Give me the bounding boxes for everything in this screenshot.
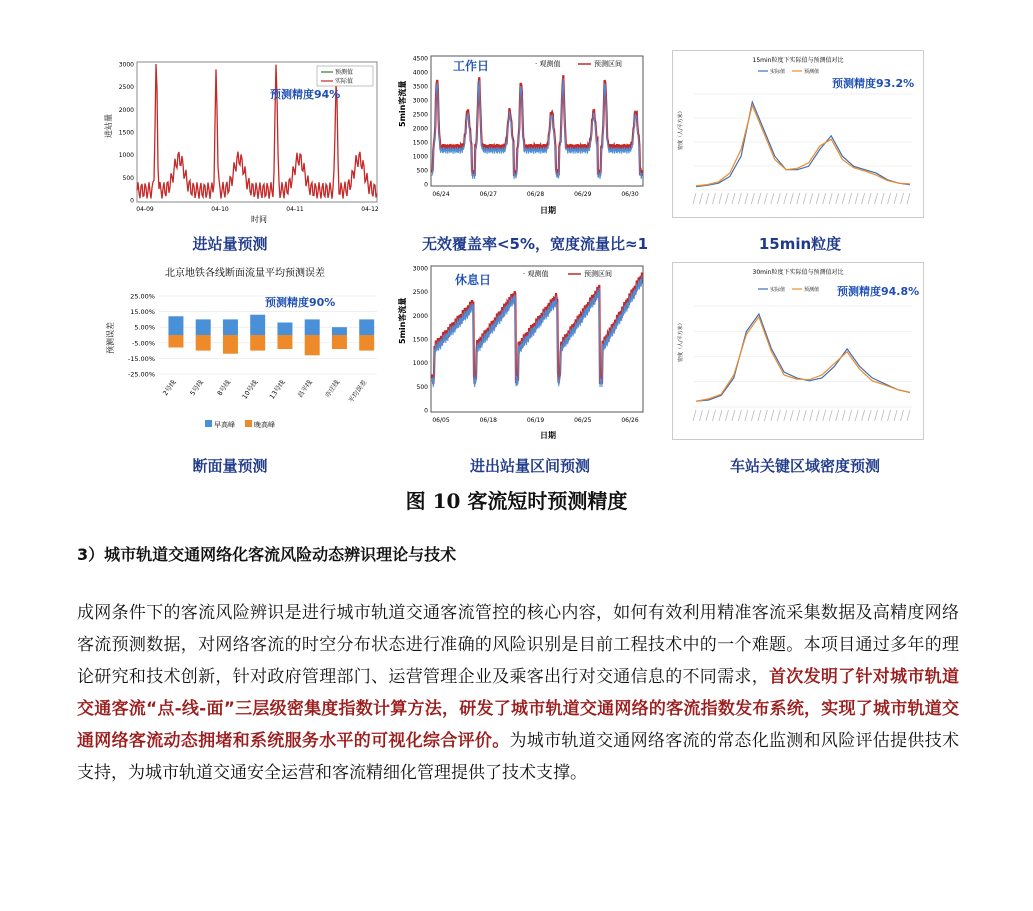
y-axis-label: 进站量 — [104, 114, 113, 138]
y-axis-label: 5min客流量 — [398, 80, 407, 127]
y-tick-label: 1000 — [412, 360, 428, 368]
chart-workday-interval — [395, 52, 650, 217]
figure-caption: 图 10 客流短时预测精度 — [405, 489, 628, 513]
x-tick-label: 06/24 — [432, 191, 450, 198]
y-tick-label: 15.00% — [130, 308, 155, 317]
x-axis-label: 时间 — [251, 215, 267, 224]
y-tick-label: 3000 — [412, 265, 428, 273]
x-tick-label: 平均误差 — [346, 378, 369, 405]
section-heading: 3）城市轨道交通网络化客流风险动态辨识理论与技术 — [77, 545, 457, 564]
series-observed — [432, 78, 642, 179]
x-tick-label: 06/05 — [432, 417, 450, 424]
x-tick-label: 06/26 — [621, 417, 639, 424]
x-axis-label: 日期 — [540, 206, 556, 215]
panel-caption: 15min粒度 — [758, 235, 842, 253]
legend-item: · 观测值 — [535, 60, 561, 68]
chart-workday-interval-svg — [395, 52, 650, 217]
panel-caption: 车站关键区域密度预测 — [729, 457, 880, 475]
y-tick-label: 0 — [424, 181, 428, 189]
legend-item: · 观测值 — [523, 270, 549, 278]
legend-swatch — [205, 420, 212, 427]
legend-item: 预测值 — [804, 287, 820, 293]
panel-caption: 进出站量区间预测 — [469, 457, 590, 475]
y-tick-label: 1500 — [118, 129, 134, 137]
panel-caption: 进站量预测 — [192, 235, 268, 253]
x-tick-label: 04-09 — [136, 206, 154, 213]
chart-entry-volume — [105, 58, 385, 228]
y-tick-label: 3000 — [118, 61, 134, 69]
accuracy-label: 预测精度94.8% — [837, 285, 920, 298]
paragraph-text: 成网条件下的客流风险辨识是进行城市轨道交通客流管控的核心内容，如何有效利用精准客流采集数据及高精度网络客流预测数据，对网络客流的时空分布状态进行准确的风险识别是目前工程技术中的一个难题。本项目通过多年的理论研究和技术创新，针对政府管理部门、运营管理企业及乘客出行对交通信息的不同需求， — [77, 603, 959, 687]
accuracy-label: 预测精度90% — [265, 296, 336, 309]
y-axis-label: 密度（人/平方米） — [678, 320, 684, 362]
y-tick-label: 0 — [130, 197, 134, 205]
x-tick-label: 04-10 — [211, 206, 229, 213]
x-tick-label: 06/28 — [526, 191, 545, 198]
x-tick-label: 04-11 — [286, 206, 304, 213]
paragraph-highlight: 首次发明了针对城市轨道交通客流“点-线-面”三层级密集度指数计算方法，研发了城市轨道交通网络的客流指数发布系统，实现了城市轨道交通网络客流动态拥堵和系统服务水平的可视化综合评价。 — [77, 667, 959, 751]
y-tick-label: 1000 — [118, 152, 134, 160]
y-tick-label: 2500 — [118, 84, 134, 92]
chart-15min-density-svg — [672, 50, 924, 218]
legend-item: 晚高峰 — [254, 421, 275, 429]
day-type-label: 休息日 — [455, 273, 492, 287]
x-tick-label: 亦庄线 — [323, 378, 342, 400]
panel-caption: 断面量预测 — [192, 457, 268, 475]
legend-item: 实际值 — [770, 287, 786, 293]
y-tick-label: 2000 — [118, 106, 134, 114]
legend-item: 预测值 — [335, 69, 354, 76]
x-tick-label: 06/18 — [479, 417, 497, 424]
y-tick-label: -25.00% — [127, 370, 155, 379]
x-tick-label: 8号线 — [215, 378, 233, 398]
y-tick-label: -15.00% — [127, 354, 155, 363]
y-tick-label: 25.00% — [130, 292, 155, 301]
y-tick-label: 5.00% — [134, 323, 155, 332]
y-tick-label: 4500 — [412, 55, 428, 63]
bar-morning-peak — [250, 315, 265, 335]
y-tick-label: 2000 — [412, 125, 428, 133]
x-tick-label: 06/30 — [621, 191, 639, 198]
x-tick-label: 06/29 — [574, 191, 592, 198]
bar-evening-peak — [305, 335, 320, 355]
y-tick-label: 3500 — [412, 83, 428, 91]
legend-item: 实际值 — [335, 78, 354, 85]
x-tick-label: 昌平线 — [296, 378, 314, 400]
bar-evening-peak — [250, 335, 265, 351]
y-axis-label: 预测误差 — [106, 322, 115, 354]
y-tick-label: 2500 — [412, 289, 428, 297]
accuracy-label: 预测精度93.2% — [832, 77, 915, 90]
legend-item: 预测区间 — [584, 270, 612, 278]
bar-evening-peak — [196, 335, 211, 351]
chart-30min-density — [672, 262, 924, 440]
bar-morning-peak — [168, 316, 183, 335]
bar-morning-peak — [332, 327, 347, 335]
chart-30min-density-svg — [672, 262, 924, 440]
y-tick-label: 500 — [416, 383, 428, 391]
chart-section-flow-error-svg — [105, 262, 385, 440]
x-tick-label: 10号线 — [240, 378, 260, 401]
y-tick-label: 1000 — [412, 153, 428, 161]
chart-title: 30min粒度下实际值与预测值对比 — [752, 269, 844, 276]
y-axis-label: 5min客流量 — [398, 297, 407, 344]
body-paragraph — [77, 597, 959, 789]
x-tick-label: 06/19 — [526, 417, 545, 424]
legend-item: 预测区间 — [594, 60, 622, 68]
x-tick-label: 04-12 — [361, 206, 379, 213]
legend-item: 预测值 — [804, 69, 820, 75]
y-tick-label: 2000 — [412, 312, 428, 320]
bar-morning-peak — [277, 323, 292, 335]
y-tick-label: 500 — [122, 174, 134, 182]
bar-evening-peak — [332, 335, 347, 349]
y-tick-label: 2500 — [412, 111, 428, 119]
chart-restday-interval-svg — [395, 262, 650, 442]
y-tick-label: 500 — [416, 167, 428, 175]
bar-morning-peak — [305, 319, 320, 335]
y-tick-label: 1500 — [412, 336, 428, 344]
x-tick-label: 06/25 — [574, 417, 592, 424]
x-tick-label: 2号线 — [161, 378, 178, 398]
chart-title: 北京地铁各线断面流量平均预测误差 — [165, 268, 325, 279]
bar-evening-peak — [359, 335, 374, 351]
paragraph-text: 为城市轨道交通网络客流的常态化监测和风险评估提供技术支持，为城市轨道交通安全运营和客流精细化管理提供了技术支撑。 — [77, 731, 959, 783]
accuracy-label: 预测精度94% — [270, 88, 341, 101]
bar-morning-peak — [359, 319, 374, 335]
bar-evening-peak — [168, 335, 183, 347]
bar-morning-peak — [223, 319, 238, 335]
legend-item: 早高峰 — [214, 421, 235, 429]
series-interval-band — [432, 75, 642, 176]
chart-restday-interval — [395, 262, 650, 442]
day-type-label: 工作日 — [453, 59, 490, 73]
y-tick-label: 0 — [424, 407, 428, 415]
chart-entry-volume-svg — [105, 58, 385, 228]
y-axis-label: 密度（人/平方米） — [678, 108, 684, 150]
chart-15min-density — [672, 50, 924, 218]
chart-title: 15min粒度下实际值与预测值对比 — [752, 57, 844, 64]
y-tick-label: 1500 — [412, 139, 428, 147]
x-tick-label: 06/27 — [479, 191, 497, 198]
legend-item: 实际值 — [770, 69, 786, 75]
chart-section-flow-error — [105, 262, 385, 440]
bar-evening-peak — [277, 335, 292, 349]
bar-morning-peak — [196, 319, 211, 335]
panel-caption: 无效覆盖率<5%，宽度流量比≈1 — [421, 235, 649, 253]
bar-evening-peak — [223, 335, 238, 354]
x-tick-label: 5号线 — [188, 378, 205, 398]
legend-swatch — [245, 420, 252, 427]
x-tick-label: 13号线 — [267, 378, 287, 401]
y-tick-label: 3000 — [412, 97, 428, 105]
y-tick-label: -5.00% — [132, 339, 155, 348]
x-axis-label: 日期 — [540, 431, 556, 440]
y-tick-label: 4000 — [412, 69, 428, 77]
